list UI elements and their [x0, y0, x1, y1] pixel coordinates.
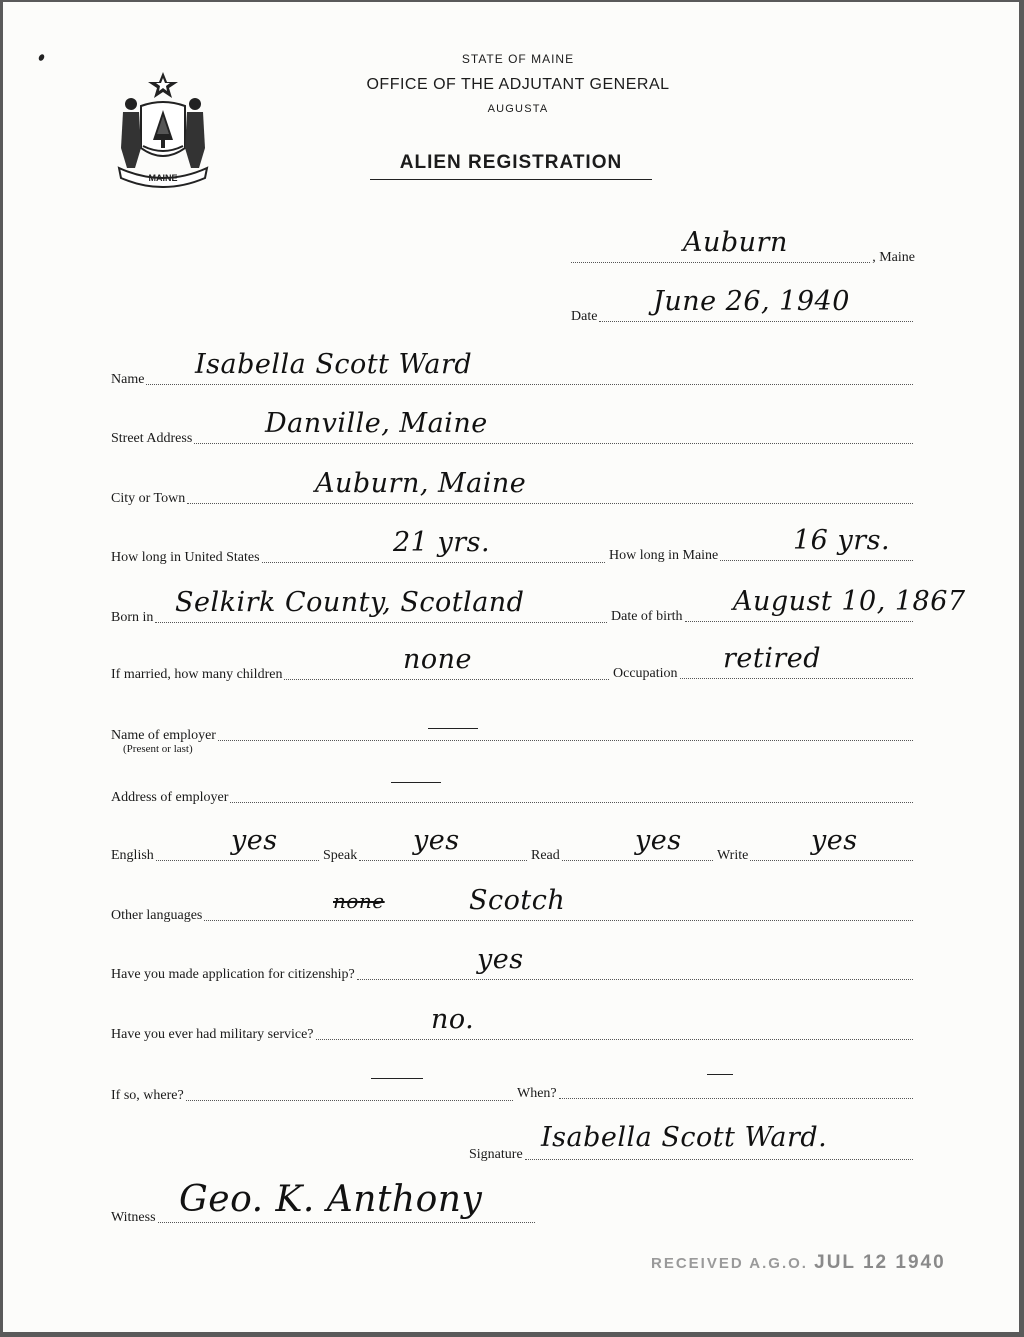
- born-value: Selkirk County, Scotland: [175, 587, 525, 618]
- date-value: June 26, 1940: [653, 286, 850, 317]
- occupation-label: Occupation: [613, 666, 678, 681]
- children-row: [111, 667, 611, 683]
- speak-value: yes: [413, 825, 460, 856]
- where-row: [111, 1088, 515, 1104]
- signature-label: Signature: [469, 1147, 523, 1162]
- employer-address-row: [111, 790, 915, 806]
- registration-form: [3, 2, 1019, 1332]
- birthdate-label: Date of birth: [611, 609, 683, 624]
- read-label: Read: [531, 848, 560, 863]
- stamp-date: JUL 12 1940: [814, 1252, 946, 1273]
- when-label: When?: [517, 1086, 557, 1101]
- english-label: English: [111, 848, 154, 863]
- where-dash: [371, 1078, 423, 1079]
- languages-value: Scotch: [469, 885, 566, 916]
- name-label: Name: [111, 372, 145, 387]
- speak-label: Speak: [323, 848, 358, 863]
- employer-address-label: Address of employer: [111, 790, 229, 805]
- citizenship-label: Have you made application for citizenship?: [111, 967, 355, 982]
- witness-value: Geo. K. Anthony: [179, 1179, 483, 1220]
- write-value: yes: [811, 825, 858, 856]
- military-label: Have you ever had military service?: [111, 1027, 314, 1042]
- form-title: ALIEN REGISTRATION: [370, 152, 652, 180]
- maine-time-label: How long in Maine: [609, 548, 719, 563]
- occupation-value: retired: [723, 643, 822, 674]
- received-stamp: [651, 1252, 946, 1274]
- read-value: yes: [635, 825, 682, 856]
- maine-time-value: 16 yrs.: [793, 525, 891, 556]
- us-time-value: 21 yrs.: [393, 527, 491, 558]
- employer-row: [111, 728, 915, 744]
- seal-text: MAINE: [148, 173, 178, 183]
- name-value: Isabella Scott Ward: [195, 349, 473, 380]
- children-label: If married, how many children: [111, 667, 283, 682]
- signature-value: Isabella Scott Ward.: [541, 1122, 828, 1153]
- where-label: If so, where?: [111, 1088, 184, 1103]
- english-value: yes: [231, 825, 278, 856]
- witness-label: Witness: [111, 1210, 156, 1225]
- place-dotted-line: [571, 261, 870, 263]
- place-suffix: , Maine: [872, 250, 915, 265]
- citizenship-value: yes: [477, 944, 524, 975]
- street-label: Street Address: [111, 431, 193, 446]
- office-heading: OFFICE OF THE ADJUTANT GENERAL: [366, 76, 670, 93]
- employer-label: Name of employer: [111, 728, 216, 743]
- military-value: no.: [431, 1004, 475, 1035]
- languages-struck-value: none: [333, 889, 385, 913]
- birthdate-value: August 10, 1867: [733, 586, 966, 617]
- city-heading: AUGUSTA: [487, 103, 549, 115]
- stamp-text: RECEIVED A.G.O.: [651, 1255, 808, 1272]
- us-time-label: How long in United States: [111, 550, 260, 565]
- languages-label: Other languages: [111, 908, 203, 923]
- when-dash: [707, 1074, 733, 1075]
- us-time-row: [111, 550, 607, 566]
- military-row: [111, 1027, 915, 1043]
- city-value: Auburn, Maine: [315, 468, 527, 499]
- street-value: Danville, Maine: [265, 408, 488, 439]
- children-value: none: [403, 644, 473, 675]
- english-row: [111, 848, 321, 864]
- employer-dash: [428, 728, 478, 729]
- born-label: Born in: [111, 610, 154, 625]
- date-label: Date: [571, 309, 598, 324]
- when-row: [517, 1086, 915, 1102]
- write-label: Write: [717, 848, 749, 863]
- state-heading: STATE OF MAINE: [461, 52, 575, 66]
- employer-address-dash: [391, 782, 441, 783]
- place-value: Auburn: [683, 227, 788, 258]
- read-row: [531, 848, 715, 864]
- street-row: [111, 431, 915, 447]
- city-label: City or Town: [111, 491, 186, 506]
- employer-sublabel: (Present or last): [123, 743, 193, 755]
